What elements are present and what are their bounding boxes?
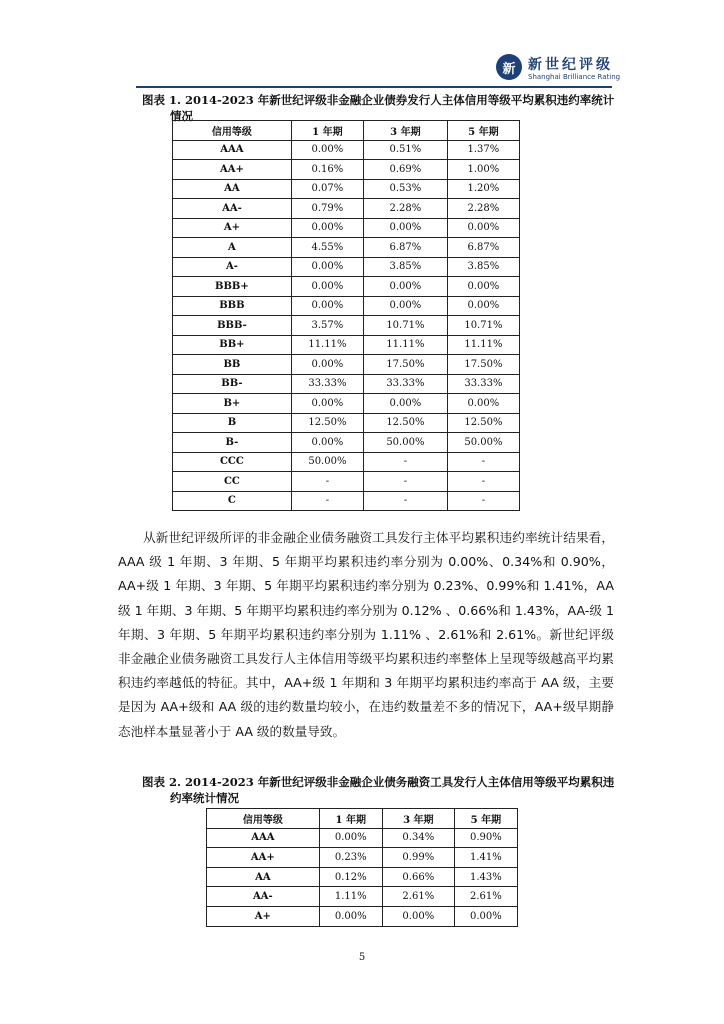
table-header-cell: 3 年期	[363, 121, 447, 141]
default-rate-cell: -	[447, 472, 519, 492]
default-rate-cell: 50.00%	[363, 433, 447, 453]
default-rate-cell: -	[363, 472, 447, 492]
default-rate-cell: 10.71%	[447, 316, 519, 336]
table2-caption-line2: 约率统计情况	[170, 791, 239, 805]
default-rate-cell: -	[363, 491, 447, 511]
default-rate-cell: 11.11%	[447, 335, 519, 355]
default-rate-cell: 4.55%	[291, 238, 363, 258]
table-row	[173, 316, 520, 336]
table-row	[173, 277, 520, 297]
table-row	[173, 140, 520, 160]
table-row	[207, 887, 518, 907]
table-row	[207, 848, 518, 868]
table1-header-row	[173, 121, 520, 141]
rating-grade-cell: CCC	[173, 452, 292, 472]
table-header-cell: 信用等级	[173, 121, 292, 141]
table-row	[173, 355, 520, 375]
default-rate-cell: 1.00%	[447, 160, 519, 180]
default-rate-cell: 12.50%	[363, 413, 447, 433]
default-rate-cell: 3.57%	[291, 316, 363, 336]
table2-body	[207, 828, 518, 926]
default-rate-cell: 0.00%	[382, 906, 454, 926]
table-row	[173, 218, 520, 238]
table-row	[173, 160, 520, 180]
default-rate-cell: 17.50%	[447, 355, 519, 375]
rating-grade-cell: BB+	[173, 335, 292, 355]
brand-name-cn: 新世纪评级	[528, 57, 613, 73]
default-rate-cell: -	[363, 452, 447, 472]
default-rate-cell: 2.61%	[454, 887, 517, 907]
default-rate-cell: 0.00%	[291, 140, 363, 160]
rating-grade-cell: B-	[173, 433, 292, 453]
default-rate-cell: 0.53%	[363, 179, 447, 199]
table-row	[207, 867, 518, 887]
table1-caption-line2: 情况	[170, 109, 193, 123]
table-row	[173, 199, 520, 219]
default-rate-cell: 2.28%	[447, 199, 519, 219]
default-rate-cell: 10.71%	[363, 316, 447, 336]
default-rate-cell: 3.85%	[447, 257, 519, 277]
table2-header-row	[207, 809, 518, 829]
default-rate-cell: 0.90%	[454, 828, 517, 848]
default-rate-cell: 0.00%	[319, 828, 382, 848]
default-rate-cell: -	[447, 452, 519, 472]
default-rate-cell: 0.99%	[382, 848, 454, 868]
default-rate-cell: 0.00%	[291, 277, 363, 297]
page-header	[0, 0, 724, 92]
table-row	[173, 179, 520, 199]
rating-grade-cell: AAA	[207, 828, 320, 848]
rating-grade-cell: AAA	[173, 140, 292, 160]
table-row	[173, 433, 520, 453]
table2-caption	[142, 774, 614, 806]
rating-grade-cell: BBB-	[173, 316, 292, 336]
rating-grade-cell: BB-	[173, 374, 292, 394]
table1	[172, 120, 520, 511]
rating-grade-cell: AA+	[173, 160, 292, 180]
default-rate-cell: 1.43%	[454, 867, 517, 887]
default-rate-cell: 0.00%	[291, 355, 363, 375]
rating-grade-cell: CC	[173, 472, 292, 492]
default-rate-cell: 12.50%	[291, 413, 363, 433]
default-rate-cell: 0.00%	[447, 296, 519, 316]
default-rate-cell: 0.00%	[447, 277, 519, 297]
default-rate-cell: 0.00%	[363, 218, 447, 238]
default-rate-cell: -	[291, 472, 363, 492]
default-rate-cell: 0.51%	[363, 140, 447, 160]
default-rate-cell: 0.00%	[363, 296, 447, 316]
rating-grade-cell: BBB+	[173, 277, 292, 297]
rating-grade-cell: BB	[173, 355, 292, 375]
default-rate-cell: 0.00%	[291, 433, 363, 453]
page-number: 5	[358, 952, 366, 963]
rating-grade-cell: AA	[207, 867, 320, 887]
table-row	[173, 238, 520, 258]
default-rate-cell: 11.11%	[363, 335, 447, 355]
table-row	[173, 374, 520, 394]
default-rate-cell: 3.85%	[363, 257, 447, 277]
default-rate-cell: 0.00%	[363, 394, 447, 414]
brand-name-en: Shanghai Brilliance Rating	[528, 73, 621, 81]
table-row	[173, 296, 520, 316]
default-rate-cell: 2.28%	[363, 199, 447, 219]
default-rate-cell: 33.33%	[363, 374, 447, 394]
default-rate-cell: -	[447, 491, 519, 511]
rating-grade-cell: B	[173, 413, 292, 433]
rating-grade-cell: AA-	[173, 199, 292, 219]
default-rate-cell: 0.00%	[291, 218, 363, 238]
default-rate-cell: 12.50%	[447, 413, 519, 433]
header-rule	[136, 86, 612, 88]
default-rate-cell: 0.16%	[291, 160, 363, 180]
default-rate-cell: 0.34%	[382, 828, 454, 848]
table1-caption-line1: 图表 1. 2014-2023 年新世纪评级非金融企业债券发行人主体信用等级平均累积违约率统计	[142, 93, 615, 107]
default-rate-cell: 0.00%	[447, 218, 519, 238]
default-rate-cell: 1.20%	[447, 179, 519, 199]
table-header-cell: 5 年期	[454, 809, 517, 829]
default-rate-cell: 50.00%	[291, 452, 363, 472]
default-rate-cell: 33.33%	[291, 374, 363, 394]
default-rate-cell: 33.33%	[447, 374, 519, 394]
default-rate-cell: 0.79%	[291, 199, 363, 219]
default-rate-cell: 1.37%	[447, 140, 519, 160]
table-row	[207, 906, 518, 926]
table-row	[173, 394, 520, 414]
default-rate-cell: 11.11%	[291, 335, 363, 355]
default-rate-cell: 0.66%	[382, 867, 454, 887]
rating-grade-cell: B+	[173, 394, 292, 414]
table-header-cell: 信用等级	[207, 809, 320, 829]
body-paragraph: 从新世纪评级所评的非金融企业债务融资工具发行主体平均累积违约率统计结果看，AAA 级 1 年期、3 年期、5 年期平均累积违约率分别为 0.00%、0.34%和 0.90%，AA+级 1 年期、3 年期、5 年期平均累积违约率分别为 0.23%、0.99%和 1.41%，AA 级 1 年期、3 年期、5 年期平均累积违约率分别为 0.12% 、0.66%和 1.43%，AA-级 1 年期、3 年期、5 年期平均累积违约率分别为 1.11% 、2.61%和 2.61%。新世纪评级非金融企业债务融资工具发行人主体信用等级平均累积违约率整体上呈现等级越高平均累积违约率越低的特征。其中，AA+级 1 年期和 3 年期平均累积违约率高于 AA 级，主要是因为 AA+级和 AA 级的违约数量均较小，在违约数量差不多的情况下，AA+级早期静态池样本量显著小于 AA 级的数量导致。	[118, 530, 614, 739]
table2	[206, 808, 518, 927]
default-rate-cell: 0.00%	[363, 277, 447, 297]
rating-grade-cell: C	[173, 491, 292, 511]
default-rate-cell: 0.00%	[291, 257, 363, 277]
default-rate-cell: 0.69%	[363, 160, 447, 180]
rating-grade-cell: A	[173, 238, 292, 258]
default-rate-cell: 0.00%	[447, 394, 519, 414]
rating-grade-cell: BBB	[173, 296, 292, 316]
default-rate-cell: 6.87%	[363, 238, 447, 258]
table-row	[207, 828, 518, 848]
table-header-cell: 1 年期	[319, 809, 382, 829]
table2-caption-line1: 图表 2. 2014-2023 年新世纪评级非金融企业债务融资工具发行人主体信用等级平均累积违	[142, 775, 615, 789]
default-rate-cell: 0.00%	[291, 296, 363, 316]
default-rate-cell: 17.50%	[363, 355, 447, 375]
default-rate-cell: 1.11%	[319, 887, 382, 907]
default-rate-cell: 0.07%	[291, 179, 363, 199]
table1-body	[173, 140, 520, 511]
default-rate-cell: 0.12%	[319, 867, 382, 887]
default-rate-cell: 0.00%	[454, 906, 517, 926]
table-header-cell: 3 年期	[382, 809, 454, 829]
table-row	[173, 335, 520, 355]
table-row	[173, 472, 520, 492]
brilliance-rating-logo-icon: 新	[496, 54, 522, 80]
rating-grade-cell: A+	[173, 218, 292, 238]
rating-grade-cell: AA+	[207, 848, 320, 868]
table-row	[173, 491, 520, 511]
default-rate-cell: 0.00%	[291, 394, 363, 414]
rating-grade-cell: A-	[173, 257, 292, 277]
default-rate-cell: 50.00%	[447, 433, 519, 453]
rating-grade-cell: A+	[207, 906, 320, 926]
default-rate-cell: 6.87%	[447, 238, 519, 258]
default-rate-cell: 0.00%	[319, 906, 382, 926]
table-header-cell: 5 年期	[447, 121, 519, 141]
rating-grade-cell: AA-	[207, 887, 320, 907]
table-row	[173, 413, 520, 433]
default-rate-cell: -	[291, 491, 363, 511]
default-rate-cell: 1.41%	[454, 848, 517, 868]
default-rate-cell: 2.61%	[382, 887, 454, 907]
table-row	[173, 452, 520, 472]
default-rate-cell: 0.23%	[319, 848, 382, 868]
table-header-cell: 1 年期	[291, 121, 363, 141]
rating-grade-cell: AA	[173, 179, 292, 199]
table-row	[173, 257, 520, 277]
